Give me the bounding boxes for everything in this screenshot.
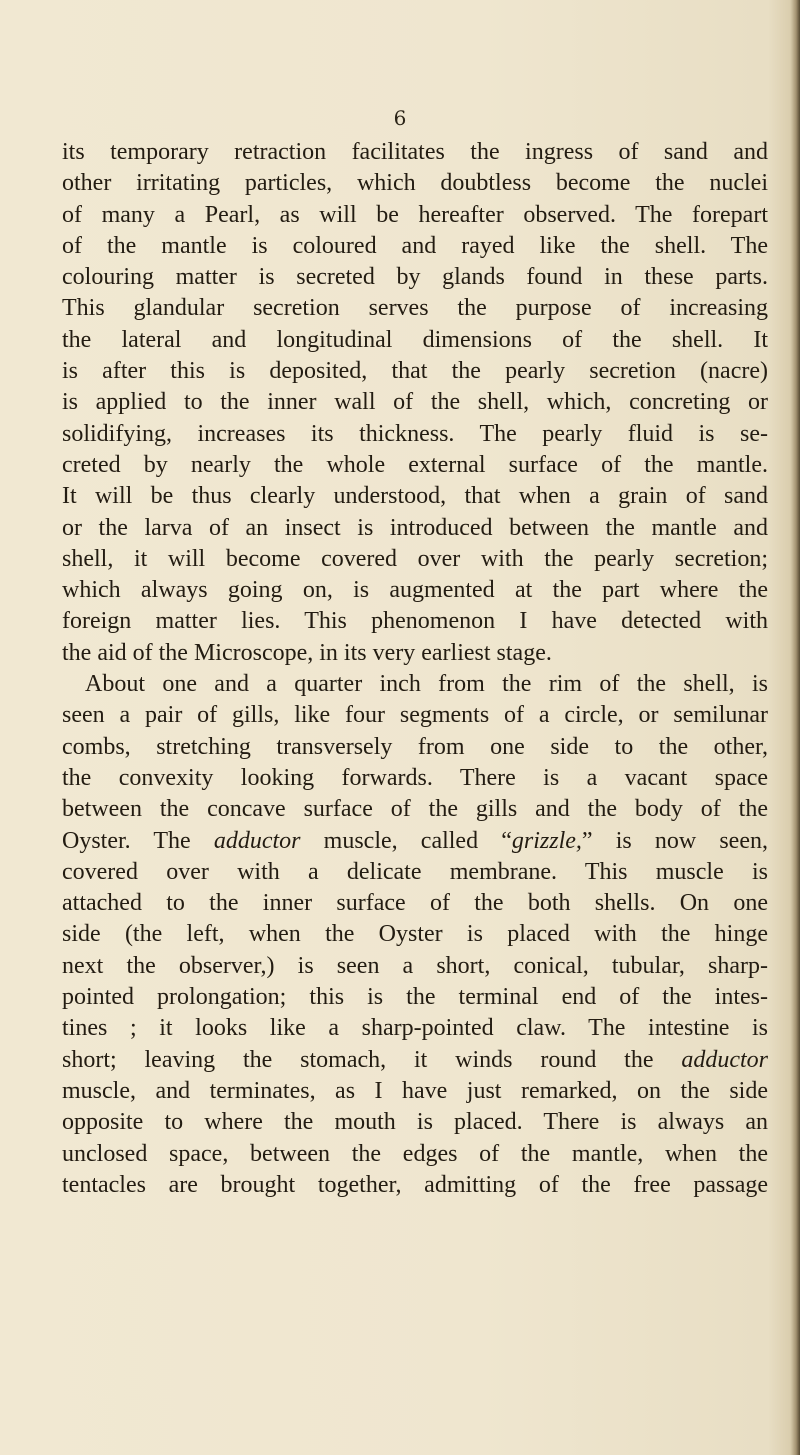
text-line (62, 763, 768, 794)
text-line (62, 826, 768, 857)
text-line (62, 888, 768, 919)
text-run: other irritating particles, which doubtless become the nuclei (62, 170, 768, 197)
text-run: opposite to where the mouth is placed. There is always an (62, 1109, 768, 1136)
text-run: foreign matter lies. This phenomenon I have detected with (62, 608, 768, 635)
text-line (62, 1045, 768, 1076)
text-line (62, 1107, 768, 1138)
text-line (62, 513, 768, 544)
text-line (62, 669, 768, 700)
text-run: Oyster. The (62, 827, 214, 854)
text-line (62, 606, 768, 637)
text-run: tentacles are brought together, admitting of the free passage (62, 1171, 768, 1198)
text-run: or the larva of an insect is introduced between the mantle and (62, 514, 768, 541)
text-run: It will be thus clearly understood, that when a grain of sand (62, 483, 768, 510)
page-number: 6 (393, 106, 407, 130)
text-line (62, 732, 768, 763)
text-line (62, 1076, 768, 1107)
text-run: muscle, called “ (300, 827, 512, 854)
text-run: the lateral and longitudinal dimensions of the shell. It (62, 326, 768, 353)
text-line (62, 168, 768, 199)
text-line (62, 857, 768, 888)
text-run: pointed prolongation; this is the terminal end of the intes- (62, 984, 768, 1011)
text-line (62, 1139, 768, 1170)
text-run: ” is now seen, (581, 827, 768, 854)
italic-term: grizzle, (511, 827, 582, 854)
text-run: its temporary retraction facilitates the ingress of sand and (62, 139, 768, 165)
body-text (62, 137, 768, 1201)
text-line (62, 1170, 768, 1201)
text-line (62, 638, 768, 669)
text-run: of the mantle is coloured and rayed like the shell. The (62, 232, 768, 259)
text-run: between the concave surface of the gills and the body of the (62, 796, 768, 823)
text-line (62, 982, 768, 1013)
italic-term: adductor (213, 827, 301, 854)
text-line (62, 231, 768, 262)
text-line (62, 200, 768, 231)
text-run: the convexity looking forwards. There is a vacant space (62, 764, 768, 791)
text-line (62, 700, 768, 731)
text-run: seen a pair of gills, like four segments of a circle, or semilunar (62, 702, 768, 729)
text-run: solidifying, increases its thickness. The pearly fluid is se- (62, 420, 768, 447)
text-run: shell, it will become covered over with the pearly secretion; (62, 545, 768, 572)
text-line (62, 356, 768, 387)
text-line (62, 450, 768, 481)
text-run: creted by nearly the whole external surface of the mantle. (62, 451, 768, 478)
text-run: About one and a quarter inch from the rim of the shell, is (85, 671, 768, 698)
text-run: tines ; it looks like a sharp-pointed claw. The intestine is (62, 1015, 768, 1042)
text-line (62, 794, 768, 825)
text-run: unclosed space, between the edges of the mantle, when the (62, 1140, 768, 1167)
text-line (62, 262, 768, 293)
text-line (62, 919, 768, 950)
text-line (62, 481, 768, 512)
text-line (62, 293, 768, 324)
page-edge-shadow (790, 0, 800, 1455)
text-run: the aid of the Microscope, in its very earliest stage. (62, 639, 552, 666)
text-line (62, 137, 768, 168)
text-run: combs, stretching transversely from one side to the other, (62, 733, 768, 760)
text-run: is after this is deposited, that the pearly secretion (nacre) (62, 358, 768, 385)
text-run: which always going on, is augmented at the part where the (62, 577, 768, 604)
text-run: of many a Pearl, as will be hereafter observed. The forepart (62, 201, 768, 228)
text-line (62, 325, 768, 356)
text-line (62, 951, 768, 982)
text-run: short; leaving the stomach, it winds round the (62, 1046, 682, 1073)
text-run: muscle, and terminates, as I have just remarked, on the side (62, 1077, 768, 1104)
text-line (62, 387, 768, 418)
text-run: colouring matter is secreted by glands found in these parts. (62, 264, 768, 291)
text-line (62, 575, 768, 606)
text-line (62, 1013, 768, 1044)
italic-term: adductor (681, 1046, 768, 1073)
text-run: attached to the inner surface of the both shells. On one (62, 890, 768, 917)
text-run: This glandular secretion serves the purpose of increasing (62, 295, 768, 322)
text-run: is applied to the inner wall of the shell, which, concreting or (62, 389, 768, 416)
text-run: next the observer,) is seen a short, conical, tubular, sharp- (62, 952, 768, 979)
text-line (62, 419, 768, 450)
text-run: side (the left, when the Oyster is placed with the hinge (62, 921, 768, 948)
text-run: covered over with a delicate membrane. This muscle is (62, 858, 768, 885)
text-line (62, 544, 768, 575)
